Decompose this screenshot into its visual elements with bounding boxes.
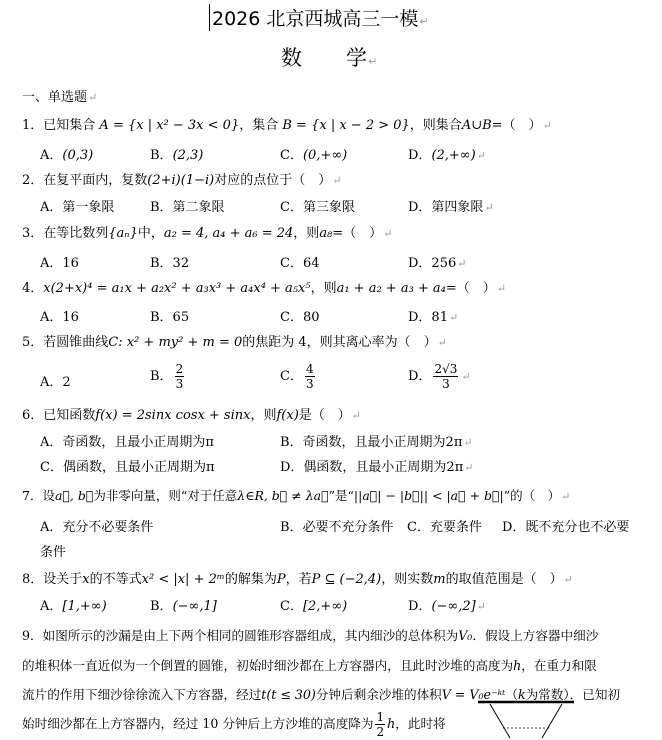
section-heading: 一、单选题↵ <box>22 90 98 105</box>
q8-option-d: D．(−∞,2]↵ <box>408 599 486 614</box>
q6-option-b: B．奇函数，且最小正周期为2π↵ <box>280 435 473 450</box>
q5-option-d: D． $\frac{2√3}{3}$ ↵ <box>408 362 471 391</box>
subject-char-2: 学↵ <box>346 46 378 70</box>
page-title: 2026 北京西城高三一模↵ <box>209 4 429 31</box>
q5-option-b: B． $\frac{2}{3}$ <box>150 362 184 391</box>
q7-option-b: B．必要不充分条件 <box>280 520 394 535</box>
q3-option-a: A．16 <box>40 256 79 271</box>
q8-option-c: C．[2,+∞) <box>280 599 348 614</box>
q2-option-c: C．第三象限 <box>280 200 355 215</box>
q2-option-d: D．第四象限↵ <box>408 200 494 215</box>
q1-option-a: A．(0,3) <box>40 148 94 163</box>
q4-option-c: C．80 <box>280 310 320 325</box>
q7-option-d-wrap: 条件 <box>40 545 67 560</box>
question-9-line-3: 流片的作用下细沙徐徐流入下方容器，经过t(t ≤ 30)分钟后剩余沙堆的体积V = V₀e⁻ᵏᵗ（k为常数）．已知初 <box>22 687 621 702</box>
question-9-line-1: 9．如图所示的沙漏是由上下两个相同的圆锥形容器组成，其内细沙的总体积为V₀．假设上方容器中细沙 <box>22 628 599 643</box>
q8-option-b: B．(−∞,1] <box>150 599 217 614</box>
q5-option-b-fraction: $\frac{2}{3}$ <box>175 362 184 391</box>
q8-option-a: A．[1,+∞) <box>40 599 107 614</box>
question-1-stem: 1．已知集合 A = {x | x² − 3x < 0}，集合 B = {x | x − 2 > 0}，则集合A∪B=（ ）↵ <box>22 118 552 133</box>
q6-option-c: C．偶函数，且最小正周期为π <box>40 460 215 475</box>
question-3-stem: 3．在等比数列{aₙ}中，a₂ = 4, a₄ + a₆ = 24，则a₈=（ ）↵ <box>22 226 393 241</box>
q9-fraction: $\frac{1}{2}$ <box>376 710 385 739</box>
hourglass-figure <box>476 700 576 740</box>
q1-option-b: B．(2,3) <box>150 148 204 163</box>
q3-option-c: C．64 <box>280 256 320 271</box>
subject-char-1: 数 <box>281 46 302 70</box>
q5-option-c: C． $\frac{4}{3}$ <box>280 362 314 391</box>
q5-option-d-fraction: $\frac{2√3}{3}$ <box>434 362 458 391</box>
q3-option-d: D．256↵ <box>408 256 467 271</box>
q3-option-b: B．32 <box>150 256 190 271</box>
q2-option-b: B．第二象限 <box>150 200 225 215</box>
q1-option-d: D．(2,+∞)↵ <box>408 148 486 163</box>
q7-option-a: A．充分不必要条件 <box>40 520 154 535</box>
q4-option-a: A．16 <box>40 310 79 325</box>
q1-option-c: C．(0,+∞) <box>280 148 348 163</box>
hourglass-left-wall <box>490 704 510 738</box>
q5-option-a: A．2 <box>40 375 71 390</box>
hourglass-right-wall <box>542 704 562 738</box>
q2-option-a: A．第一象限 <box>40 200 115 215</box>
question-9-line-2: 的堆积体一直近似为一个倒置的圆锥，初始时细沙都在上方容器内，且此时沙堆的高度为h，在重力和限 <box>22 658 597 673</box>
q4-option-b: B．65 <box>150 310 190 325</box>
q5-option-c-fraction: $\frac{4}{3}$ <box>305 362 314 391</box>
q7-option-d: D．既不充分也不必要 <box>502 520 630 535</box>
q4-option-d: D．81↵ <box>408 310 459 325</box>
question-7-stem: 7．设a⃗, b⃗为非零向量，则“对于任意λ∈R, b⃗ ≠ λa⃗”是“||a⃗| − |b⃗|| < |a⃗ + b⃗|”的（ ）↵ <box>22 488 571 503</box>
question-2-stem: 2．在复平面内，复数(2+i)(1−i)对应的点位于（ ）↵ <box>22 173 342 188</box>
question-4-stem: 4．x(2+x)⁴ = a₁x + a₂x² + a₃x³ + a₄x⁴ + a₅x⁵，则a₁ + a₂ + a₃ + a₄=（ ）↵ <box>22 281 507 296</box>
q6-option-a: A．奇函数，且最小正周期为π <box>40 435 214 450</box>
question-5-stem: 5．若圆锥曲线C: x² + my² + m = 0的焦距为 4，则其离心率为（ ）↵ <box>22 335 447 350</box>
question-6-stem: 6．已知函数f(x) = 2sinx cosx + sinx，则f(x)是（ ）↵ <box>22 408 362 423</box>
q7-option-c: C．充要条件 <box>407 520 482 535</box>
question-9-line-4: 始时细沙都在上方容器内，经过 10 分钟后上方沙堆的高度降为 $\frac{1}{2}$ h，此时将 <box>22 710 446 739</box>
q6-option-d: D．偶函数，且最小正周期为2π↵ <box>280 460 474 475</box>
question-8-stem: 8．设关于x的不等式x² < |x| + 2ᵐ的解集为P，若P ⊆ (−2,4)，则实数m的取值范围是（ ）↵ <box>22 572 573 587</box>
